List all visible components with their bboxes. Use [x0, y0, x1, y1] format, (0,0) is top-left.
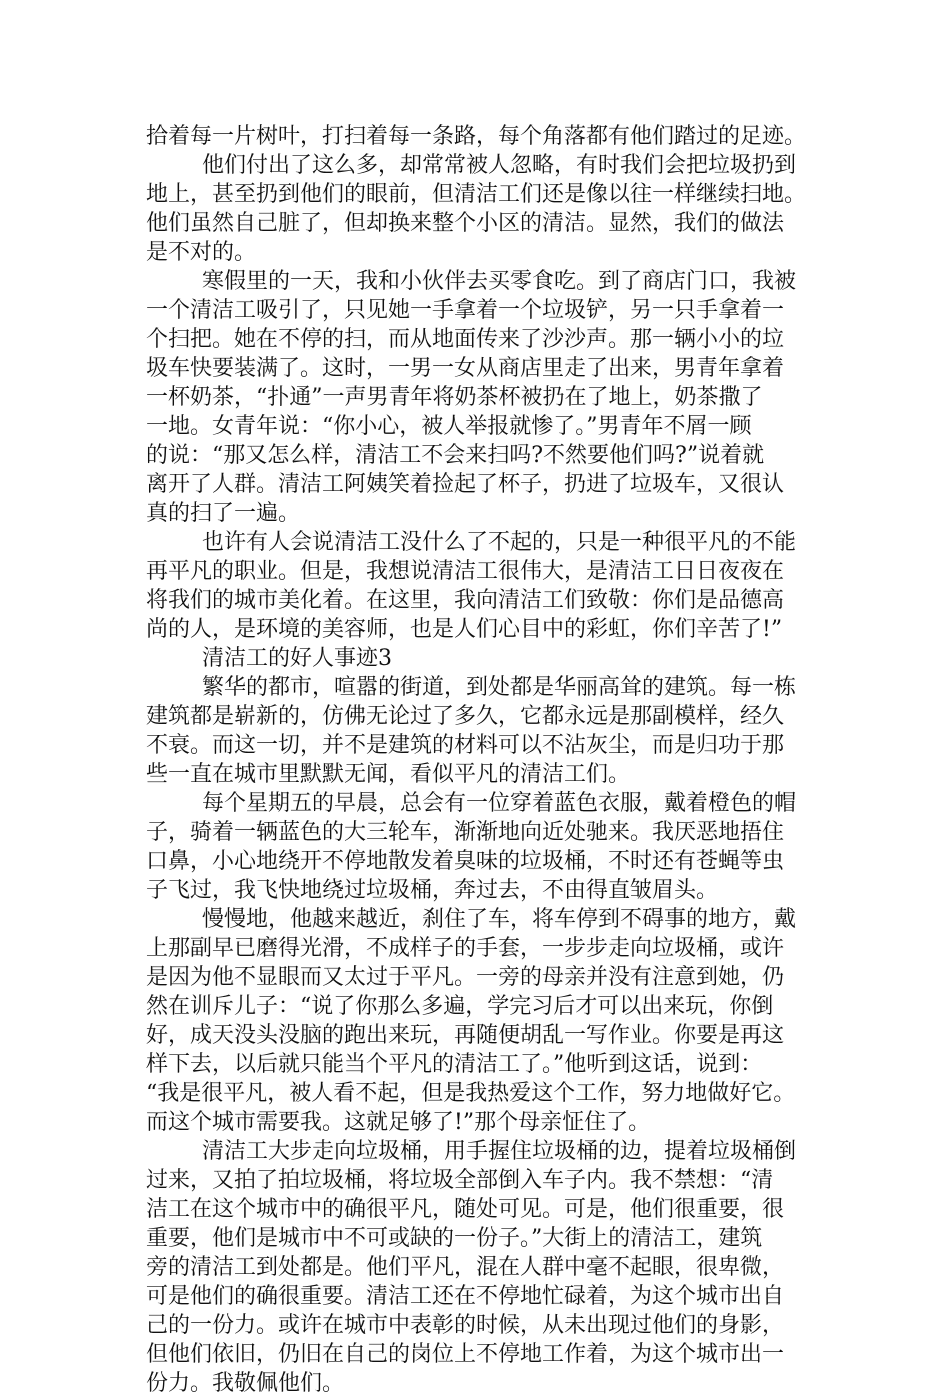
text-line: 再平凡的职业。但是，我想说清洁工很伟大，是清洁工日日夜夜在 — [146, 559, 785, 584]
text-line: 样下去，以后就只能当个平凡的清洁工了。”他听到这话，说到： — [146, 1052, 763, 1077]
text-line: 拾着每一片树叶，打扫着每一条路，每个角落都有他们踏过的足迹。 — [146, 124, 807, 149]
document-body — [146, 122, 816, 1398]
text-line: 子，骑着一辆蓝色的大三轮车，渐渐地向近处驰来。我厌恶地捂住 — [146, 820, 785, 845]
text-line: 寒假里的一天，我和小伙伴去买零食吃。到了商店门口，我被 — [202, 269, 797, 294]
text-line: 洁工在这个城市中的确很平凡，随处可见。可是，他们很重要，很 — [146, 1197, 785, 1222]
text-line: 己的一份力。或许在城市中表彰的时候，从未出现过他们的身影， — [146, 1313, 785, 1338]
text-line: 重要，他们是城市中不可或缺的一份子。”大街上的清洁工，建筑 — [146, 1226, 763, 1251]
text-line: 但他们依旧，仍旧在自己的岗位上不停地工作着，为这个城市出一 — [146, 1342, 785, 1367]
text-line: 个扫把。她在不停的扫，而从地面传来了沙沙声。那一辆小小的垃 — [146, 327, 785, 352]
text-line: 建筑都是崭新的，仿佛无论过了多久，它都永远是那副模样，经久 — [146, 704, 785, 729]
text-line: 一地。女青年说：“你小心，被人举报就惨了。”男青年不屑一顾 — [146, 414, 752, 439]
text-line: 是因为他不显眼而又太过于平凡。一旁的母亲并没有注意到她，仍 — [146, 965, 785, 990]
text-line: 一个清洁工吸引了，只见她一手拿着一个垃圾铲，另一只手拿着一 — [146, 298, 785, 323]
text-line: 可是他们的确很重要。清洁工还在不停地忙碌着，为这个城市出自 — [146, 1284, 785, 1309]
text-line: 也许有人会说清洁工没什么了不起的，只是一种很平凡的不能 — [202, 530, 797, 555]
text-line: 繁华的都市，喧嚣的街道，到处都是华丽高耸的建筑。每一栋 — [202, 675, 797, 700]
text-line: 每个星期五的早晨，总会有一位穿着蓝色衣服，戴着橙色的帽 — [202, 791, 797, 816]
text-line: 好，成天没头没脑的跑出来玩，再随便胡乱一写作业。你要是再这 — [146, 1023, 785, 1048]
text-line: 是不对的。 — [146, 240, 257, 265]
text-line: 过来，又拍了拍垃圾桶，将垃圾全部倒入车子内。我不禁想：“清 — [146, 1168, 774, 1193]
text-line: 慢慢地，他越来越近，刹住了车，将车停到不碍事的地方，戴 — [202, 907, 797, 932]
text-line: 清洁工大步走向垃圾桶，用手握住垃圾桶的边，提着垃圾桶倒 — [202, 1139, 797, 1164]
text-line: 份力。我敬佩他们。 — [146, 1371, 345, 1396]
text-line: 旁的清洁工到处都是。他们平凡，混在人群中毫不起眼，很卑微， — [146, 1255, 785, 1280]
text-line: 的说：“那又怎么样，清洁工不会来扫吗?不然要他们吗?”说着就 — [146, 443, 765, 468]
text-line: “我是很平凡，被人看不起，但是我热爱这个工作，努力地做好它。 — [146, 1081, 796, 1106]
text-line: 他们虽然自己脏了，但却换来整个小区的清洁。显然，我们的做法 — [146, 211, 785, 236]
text-line: 离开了人群。清洁工阿姨笑着捡起了杯子，扔进了垃圾车，又很认 — [146, 472, 785, 497]
text-line: 他们付出了这么多，却常常被人忽略，有时我们会把垃圾扔到 — [202, 153, 797, 178]
text-line: 子飞过，我飞快地绕过垃圾桶，奔过去，不由得直皱眉头。 — [146, 878, 719, 903]
text-line: 些一直在城市里默默无闻，看似平凡的清洁工们。 — [146, 762, 631, 787]
text-line: 口鼻，小心地绕开不停地散发着臭味的垃圾桶，不时还有苍蝇等虫 — [146, 849, 785, 874]
text-line: 地上，甚至扔到他们的眼前，但清洁工们还是像以往一样继续扫地。 — [146, 182, 807, 207]
text-line: 而这个城市需要我。这就足够了!”那个母亲怔住了。 — [146, 1110, 651, 1135]
text-line: 真的扫了一遍。 — [146, 501, 301, 526]
text-line: 然在训斥儿子：“说了你那么多遍，学完习后才可以出来玩，你倒 — [146, 994, 774, 1019]
text-line: 清洁工的好人事迹3 — [202, 646, 392, 671]
text-line: 尚的人，是环境的美容师，也是人们心目中的彩虹，你们辛苦了!” — [146, 617, 783, 642]
text-line: 圾车快要装满了。这时，一男一女从商店里走了出来，男青年拿着 — [146, 356, 785, 381]
text-line: 上那副早已磨得光滑，不成样子的手套，一步步走向垃圾桶，或许 — [146, 936, 785, 961]
text-line: 一杯奶茶，“扑通”一声男青年将奶茶杯被扔在了地上，奶茶撒了 — [146, 385, 763, 410]
text-line: 不衰。而这一切，并不是建筑的材料可以不沾灰尘，而是归功于那 — [146, 733, 785, 758]
text-line: 将我们的城市美化着。在这里，我向清洁工们致敬：你们是品德高 — [146, 588, 785, 613]
